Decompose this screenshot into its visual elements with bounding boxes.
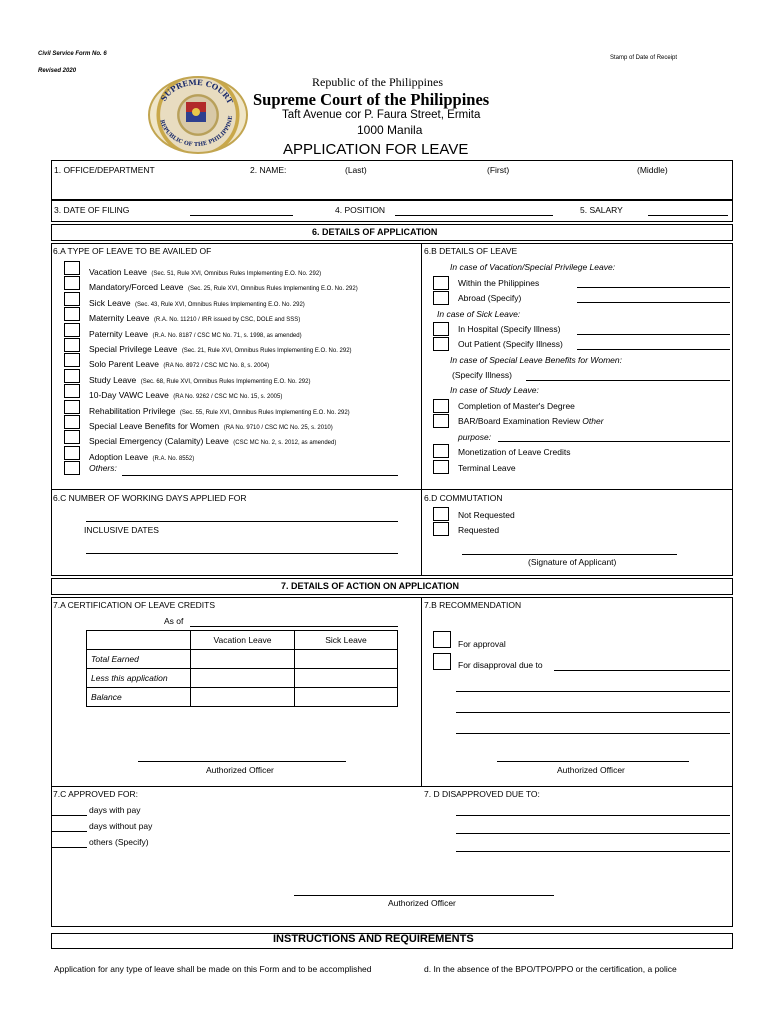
name-label: 2. NAME: — [250, 165, 287, 175]
masters-label: Completion of Master's Degree — [458, 401, 575, 411]
leave-type-label: Special Leave Benefits for Women — [89, 421, 220, 431]
position-label: 4. POSITION — [335, 205, 386, 215]
days-with-pay-label: days with pay — [89, 805, 141, 815]
commutation-title: 6.D COMMUTATION — [424, 493, 503, 503]
col-vacation: Vacation Leave — [191, 631, 295, 650]
disapproval-reason-3[interactable] — [456, 712, 730, 713]
disapproval-reason-1[interactable] — [554, 670, 730, 671]
masters-checkbox[interactable] — [433, 399, 449, 413]
others-label: Others: — [89, 463, 117, 473]
position-field[interactable] — [395, 215, 553, 216]
purpose-label: purpose: — [458, 432, 492, 442]
leave-type-checkbox[interactable] — [64, 338, 80, 352]
disapproval-reason-2[interactable] — [456, 691, 730, 692]
leave-type-checkbox[interactable] — [64, 446, 80, 460]
terminal-leave-checkbox[interactable] — [433, 460, 449, 474]
leave-type-checkbox[interactable] — [64, 307, 80, 321]
study-case-label: In case of Study Leave: — [450, 385, 539, 395]
svg-text:REPUBLIC OF THE PHILIPPINES: REPUBLIC OF THE PHILIPPINE — [158, 115, 235, 149]
within-ph-label: Within the Philippines — [458, 278, 540, 288]
as-of-label: As of — [164, 616, 184, 626]
disapproved-reason-2[interactable] — [456, 833, 730, 834]
for-approval-checkbox[interactable] — [433, 631, 451, 648]
court-city: 1000 Manila — [357, 123, 423, 137]
for-disapproval-label: For disapproval due to — [458, 660, 543, 670]
disapproved-reason-1[interactable] — [456, 815, 730, 816]
final-officer-signature[interactable] — [294, 895, 554, 896]
for-disapproval-checkbox[interactable] — [433, 653, 451, 670]
disapproved-reason-3[interactable] — [456, 851, 730, 852]
office-field[interactable] — [54, 178, 234, 196]
leave-type-reference: (Sec. 21, Rule XVI, Omnibus Rules Implementing E.O. No. 292) — [181, 348, 352, 354]
instructions-right: d. In the absence of the BPO/TPO/PPO or the certification, a police — [424, 964, 677, 974]
instructions-left: Application for any type of leave shall be made on this Form and to be accomplished — [54, 964, 372, 974]
row-total-earned: Total Earned — [87, 650, 191, 669]
monetization-label: Monetization of Leave Credits — [458, 447, 571, 457]
leave-type-label: Special Privilege Leave — [89, 344, 178, 354]
salary-field[interactable] — [648, 215, 728, 216]
out-patient-field[interactable] — [577, 349, 730, 350]
leave-type-checkbox[interactable] — [64, 323, 80, 337]
abroad-label: Abroad (Specify) — [458, 293, 522, 303]
others-checkbox[interactable] — [64, 461, 80, 475]
leave-type-reference: (RA No. 8972 / CSC MC No. 8, s. 2004) — [163, 363, 270, 370]
leave-type-reference: (Sec. 55, Rule XVI, Omnibus Rules Implementing E.O. No. 292) — [179, 409, 350, 416]
republic-label: Republic of the Philippines — [312, 75, 443, 89]
as-of-field[interactable] — [190, 626, 398, 627]
supreme-court-seal-icon — [148, 76, 248, 154]
instructions-title: INSTRUCTIONS AND REQUIREMENTS — [273, 933, 474, 945]
total-earned-vacation-cell[interactable] — [191, 650, 295, 669]
leave-type-checkbox[interactable] — [64, 415, 80, 429]
requested-label: Requested — [458, 525, 500, 535]
last-name-label: (Last) — [345, 165, 367, 175]
authorized-officer-a: Authorized Officer — [206, 765, 274, 775]
in-hospital-label: In Hospital (Specify Illness) — [458, 324, 561, 334]
court-address: Taft Avenue cor P. Faura Street, Ermita — [282, 109, 481, 121]
leave-type-label: Solo Parent Leave — [89, 359, 159, 370]
leave-type-label: Vacation Leave — [89, 267, 147, 277]
terminal-leave-label: Terminal Leave — [458, 463, 516, 473]
others-specify-label: others (Specify) — [89, 837, 149, 847]
women-case-label: In case of Special Leave Benefits for Women: — [450, 355, 622, 365]
section7-title: 7. DETAILS OF ACTION ON APPLICATION — [281, 581, 460, 591]
vacation-case-label: In case of Vacation/Special Privilege Leave: — [450, 262, 616, 272]
bar-review-text: BAR/Board Examination Review — [458, 416, 580, 426]
days-without-pay-field[interactable] — [52, 831, 87, 832]
form-title: APPLICATION FOR LEAVE — [283, 141, 469, 158]
leave-type-checkbox[interactable] — [64, 292, 80, 306]
type-of-leave-title: 6.A TYPE OF LEAVE TO BE AVAILED OF — [53, 246, 212, 256]
out-patient-label: Out Patient (Specify Illness) — [458, 339, 563, 349]
authorized-officer-b: Authorized Officer — [557, 765, 625, 775]
inclusive-dates-field[interactable] — [86, 553, 398, 554]
filing-row — [51, 200, 733, 222]
leave-type-label: Rehabilitation Privilege — [89, 405, 176, 416]
leave-type-label: Maternity Leave — [89, 313, 150, 324]
middle-name-label: (Middle) — [637, 165, 668, 175]
leave-type-reference: (R.A. No. 8187 / CSC MC No. 71, s. 1998, as amended) — [152, 332, 302, 339]
col-sick: Sick Leave — [295, 631, 398, 650]
leave-type-reference: (Sec. 68, Rule XVI, Omnibus Rules Implementing E.O. No. 292) — [140, 378, 311, 385]
leave-type-reference: (RA No. 9710 / CSC MC No. 25, s. 2010) — [223, 425, 333, 431]
recommendation-title: 7.B RECOMMENDATION — [424, 600, 522, 610]
svg-text:SUPREME COURT: SUPREME COURT — [158, 77, 235, 106]
leave-type-reference: (Sec. 43, Rule XVI, Omnibus Rules Implementing E.O. No. 292) — [135, 301, 305, 308]
officer-signature-a[interactable] — [138, 761, 346, 762]
leave-type-reference: (RA No. 9262 / CSC MC No. 15, s. 2005) — [173, 394, 283, 401]
details-of-leave-title: 6.B DETAILS OF LEAVE — [424, 246, 518, 256]
leave-type-reference: (R.A. No. 8552) — [152, 455, 195, 462]
stamp-label: Stamp of Date of Receipt — [610, 55, 678, 61]
leave-credits-title: 7.A CERTIFICATION OF LEAVE CREDITS — [53, 600, 216, 610]
leave-type-checkbox[interactable] — [64, 430, 80, 444]
abroad-checkbox[interactable] — [433, 291, 449, 305]
salary-label: 5. SALARY — [580, 205, 623, 215]
less-vacation-cell[interactable] — [191, 669, 295, 688]
leave-type-label: Study Leave — [89, 374, 137, 385]
women-illness-field[interactable] — [526, 380, 730, 381]
leave-type-reference: (Sec. 25, Rule XVI, Omnibus Rules Implementing E.O. No. 292) — [187, 286, 358, 293]
section7-hdivider — [51, 786, 733, 787]
out-patient-checkbox[interactable] — [433, 337, 449, 351]
leave-type-reference: (Sec. 51, Rule XVI, Omnibus Rules Implementing E.O. No. 292) — [151, 271, 322, 277]
in-hospital-checkbox[interactable] — [433, 322, 449, 336]
working-days-title: 6.C NUMBER OF WORKING DAYS APPLIED FOR — [53, 493, 247, 503]
others-specify-field[interactable] — [52, 847, 87, 848]
inclusive-dates-label: INCLUSIVE DATES — [84, 525, 159, 535]
date-filing-field[interactable] — [190, 215, 293, 216]
section6-title: 6. DETAILS OF APPLICATION — [312, 227, 438, 237]
disapproved-title: 7. D DISAPPROVED DUE TO: — [424, 789, 540, 799]
section7-divider — [421, 597, 422, 787]
officer-signature-b[interactable] — [497, 761, 689, 762]
applicant-signature-label: (Signature of Applicant) — [528, 557, 617, 567]
leave-type-label: 10-Day VAWC Leave — [89, 390, 169, 401]
name-field[interactable] — [300, 178, 720, 196]
bar-review-label — [458, 416, 604, 426]
leave-type-label: Paternity Leave — [89, 328, 149, 339]
leave-type-label: Sick Leave — [89, 297, 131, 308]
disapproval-reason-4[interactable] — [456, 733, 730, 734]
leave-type-checkbox[interactable] — [64, 384, 80, 398]
section6-divider — [421, 243, 422, 576]
days-without-pay-label: days without pay — [89, 821, 153, 831]
requested-checkbox[interactable] — [433, 522, 449, 536]
in-hospital-field[interactable] — [577, 334, 730, 335]
balance-sick-cell[interactable] — [295, 688, 398, 707]
purpose-field[interactable] — [498, 441, 730, 442]
bar-review-checkbox[interactable] — [433, 414, 449, 428]
row-balance: Balance — [87, 688, 191, 707]
leave-type-label: Special Emergency (Calamity) Leave — [89, 436, 229, 447]
court-name: Supreme Court of the Philippines — [253, 90, 490, 109]
within-ph-checkbox[interactable] — [433, 276, 449, 290]
leave-type-checkbox[interactable] — [64, 369, 80, 383]
approved-for-title: 7.C APPROVED FOR: — [53, 789, 139, 799]
revised-date: Revised 2020 — [38, 68, 77, 74]
sick-case-label: In case of Sick Leave: — [437, 309, 521, 319]
leave-type-checkbox[interactable] — [64, 276, 80, 290]
working-days-field[interactable] — [86, 521, 398, 522]
days-with-pay-field[interactable] — [52, 815, 87, 816]
leave-type-checkbox[interactable] — [64, 261, 80, 275]
applicant-signature-field[interactable] — [462, 554, 677, 555]
leave-type-reference: (R.A. No. 11210 / IRR issued by CSC, DOLE and SSS) — [153, 317, 301, 324]
form-number: Civil Service Form No. 6 — [38, 51, 107, 57]
others-field[interactable] — [122, 475, 398, 476]
section6-hdivider — [51, 489, 733, 490]
women-illness-label: (Specify Illness) — [452, 370, 512, 380]
leave-type-reference: (CSC MC No. 2, s. 2012, as amended) — [233, 440, 337, 447]
other-label: Other — [582, 416, 604, 426]
leave-type-label: Adoption Leave — [89, 451, 149, 462]
balance-vacation-cell[interactable] — [191, 688, 295, 707]
leave-type-label: Mandatory/Forced Leave — [89, 282, 184, 293]
office-label: 1. OFFICE/DEPARTMENT — [54, 165, 155, 175]
authorized-officer-c: Authorized Officer — [388, 898, 456, 908]
abroad-field[interactable] — [577, 302, 730, 303]
less-sick-cell[interactable] — [295, 669, 398, 688]
date-filing-label: 3. DATE OF FILING — [54, 205, 130, 215]
not-requested-checkbox[interactable] — [433, 507, 449, 521]
leave-type-checkbox[interactable] — [64, 400, 80, 414]
monetization-checkbox[interactable] — [433, 444, 449, 458]
first-name-label: (First) — [487, 165, 510, 175]
not-requested-label: Not Requested — [458, 510, 515, 520]
for-approval-label: For approval — [458, 639, 506, 649]
leave-type-checkbox[interactable] — [64, 353, 80, 367]
leave-credits-table — [86, 630, 398, 707]
within-ph-field[interactable] — [577, 287, 730, 288]
row-less-application: Less this application — [87, 669, 191, 688]
total-earned-sick-cell[interactable] — [295, 650, 398, 669]
